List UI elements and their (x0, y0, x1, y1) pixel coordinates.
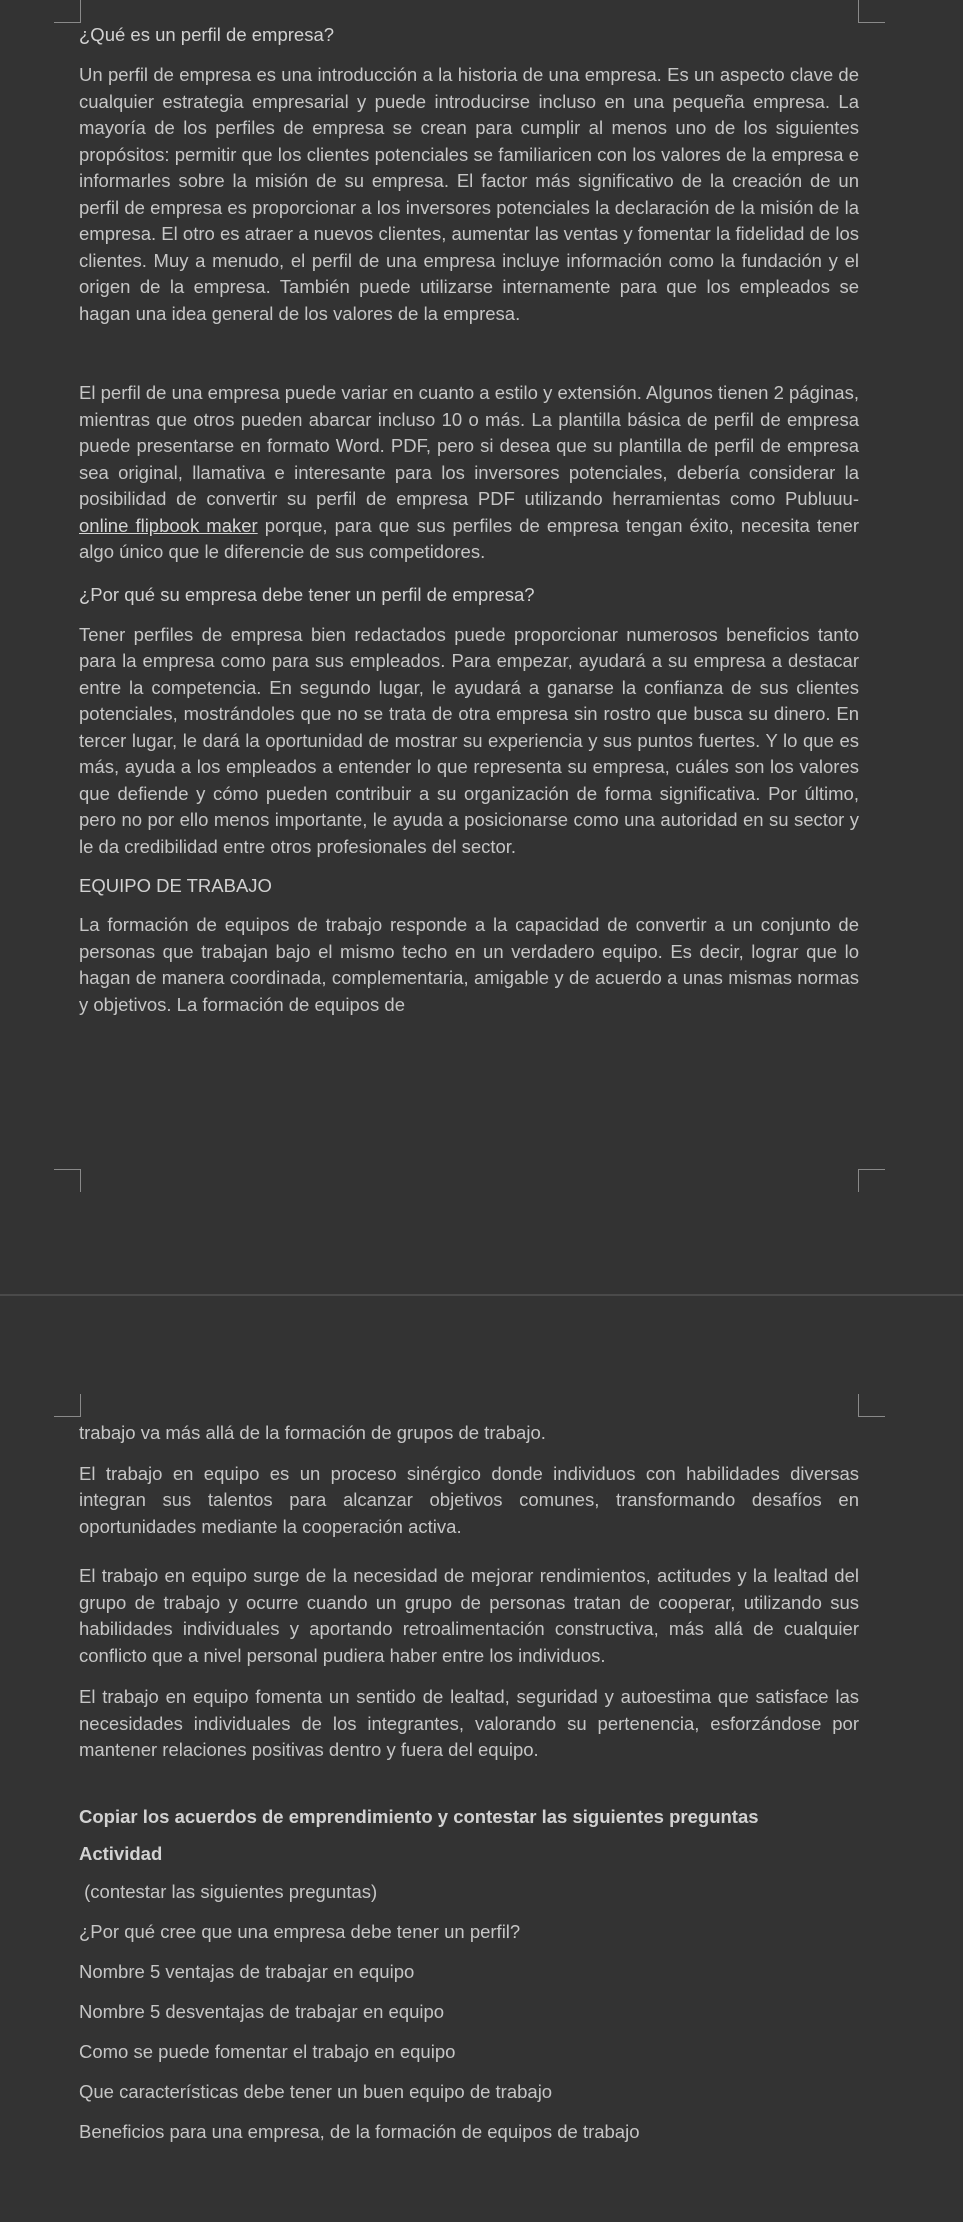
online-flipbook-maker-link[interactable]: online flipbook maker (79, 514, 258, 536)
question-item: Beneficios para una empresa, de la formación de equipos de trabajo (79, 2120, 640, 2142)
question-item: ¿Por qué cree que una empresa debe tener un perfil? (79, 1920, 521, 1942)
heading-que-es-perfil: ¿Qué es un perfil de empresa? (79, 24, 335, 45)
document-page-2 (0, 1296, 963, 2222)
question-item: (contestar las siguientes preguntas) (79, 1880, 378, 1902)
heading-copiar-acuerdos: Copiar los acuerdos de emprendimiento y contestar las siguientes preguntas (79, 1805, 759, 1827)
page-1-content (79, 22, 859, 1018)
heading-actividad: Actividad (79, 1842, 163, 1864)
page-corner-marker (858, 0, 885, 23)
paragraph-8: El trabajo en equipo fomenta un sentido de lealtad, seguridad y autoestima que satisface las necesidades individuales de los integrantes, valorando su pertenencia, esforzándose por mantener relaciones positivas dentro y fuera del equipo. (79, 1686, 859, 1760)
paragraph-6: El trabajo en equipo es un proceso sinérgico donde individuos con habilidades diversas integran sus talentos para alcanzar objetivos comunes, transformando desafíos en oportunidades mediante la cooperación activa. (79, 1462, 859, 1537)
page-2-content (79, 1420, 859, 2145)
question-item: Nombre 5 ventajas de trabajar en equipo (79, 1960, 415, 1982)
paragraph-2-text-a: El perfil de una empresa puede variar en cuanto a estilo y extensión. Algunos tienen 2 páginas, mientras que otros pueden abarcar incluso 10 o más. La plantilla básica de perfil de empresa puede presentarse en formato Word. PDF, pero si desea que su plantilla de perfil de empresa sea original, llamativa e interesante para los inversores potenciales, debería considerar la posibilidad de convertir su perfil de empresa PDF utilizando herramientas como Publuuu- (79, 382, 859, 509)
paragraph-5: trabajo va más allá de la formación de grupos de trabajo. (79, 1422, 546, 1443)
page-corner-marker (54, 0, 81, 23)
question-list (79, 1879, 859, 2145)
paragraph-2-text-b: porque, para que sus perfiles de empresa tengan éxito, necesita tener algo único que le diferencie de sus competidores. (79, 514, 859, 562)
heading-equipo-de-trabajo: EQUIPO DE TRABAJO (79, 875, 272, 896)
paragraph-7: El trabajo en equipo surge de la necesidad de mejorar rendimientos, actitudes y la lealtad del grupo de trabajo y ocurre cuando un grupo de personas tratan de cooperar, utilizando sus habilidades individuales y aportando retroalimentación constructiva, más allá de cualquier conflicto que a nivel personal pudiera haber entre los individuos. (79, 1565, 859, 1666)
paragraph-4: La formación de equipos de trabajo responde a la capacidad de convertir a un conjunto de personas que trabajan bajo el mismo techo en un verdadero equipo. Es decir, lograr que lo hagan de manera coordinada, complementaria, amigable y de acuerdo a unas mismas normas y objetivos. La formación de equipos de (79, 914, 859, 1015)
paragraph-1: Un perfil de empresa es una introducción a la historia de una empresa. Es un aspecto clave de cualquier estrategia empresarial y puede introducirse incluso en una pequeña empresa. La mayoría de los perfiles de empresa se crean para cumplir al menos uno de los siguientes propósitos: permitir que los clientes potenciales se familiaricen con los valores de la empresa e informarles sobre la misión de su empresa. El factor más significativo de la creación de un perfil de empresa es proporcionar a los inversores potenciales la declaración de la misión de la empresa. El otro es atraer a nuevos clientes, aumentar las ventas y fomentar la fidelidad de los clientes. Muy a menudo, el perfil de una empresa incluye información como la fundación y el origen de la empresa. También puede utilizarse internamente para que los empleados se hagan una idea general de los valores de la empresa. (79, 64, 859, 324)
question-item: Que características debe tener un buen equipo de trabajo (79, 2080, 553, 2102)
page-corner-marker (54, 1169, 81, 1192)
page-corner-marker (858, 1169, 885, 1192)
page-corner-marker (54, 1394, 81, 1417)
heading-por-que-perfil: ¿Por qué su empresa debe tener un perfil de empresa? (79, 583, 535, 605)
paragraph-2 (79, 380, 859, 566)
question-item: Nombre 5 desventajas de trabajar en equipo (79, 2000, 445, 2022)
paragraph-3: Tener perfiles de empresa bien redactados puede proporcionar numerosos beneficios tanto para la empresa como para sus empleados. Para empezar, ayudará a su empresa a destacar entre la competencia. En segundo lugar, le ayudará a ganarse la confianza de sus clientes potenciales, mostrándoles que no se trata de otra empresa sin rostro que busca su dinero. En tercer lugar, le dará la oportunidad de mostrar su experiencia y sus puntos fuertes. Y lo que es más, ayuda a los empleados a entender lo que representa su empresa, cuáles son los valores que defiende y cómo pueden contribuir a su organización de forma significativa. Por último, pero no por ello menos importante, le ayuda a posicionarse como una autoridad en su sector y le da credibilidad entre otros profesionales del sector. (79, 623, 859, 857)
page-corner-marker (858, 1394, 885, 1417)
question-item: Como se puede fomentar el trabajo en equipo (79, 2040, 456, 2062)
